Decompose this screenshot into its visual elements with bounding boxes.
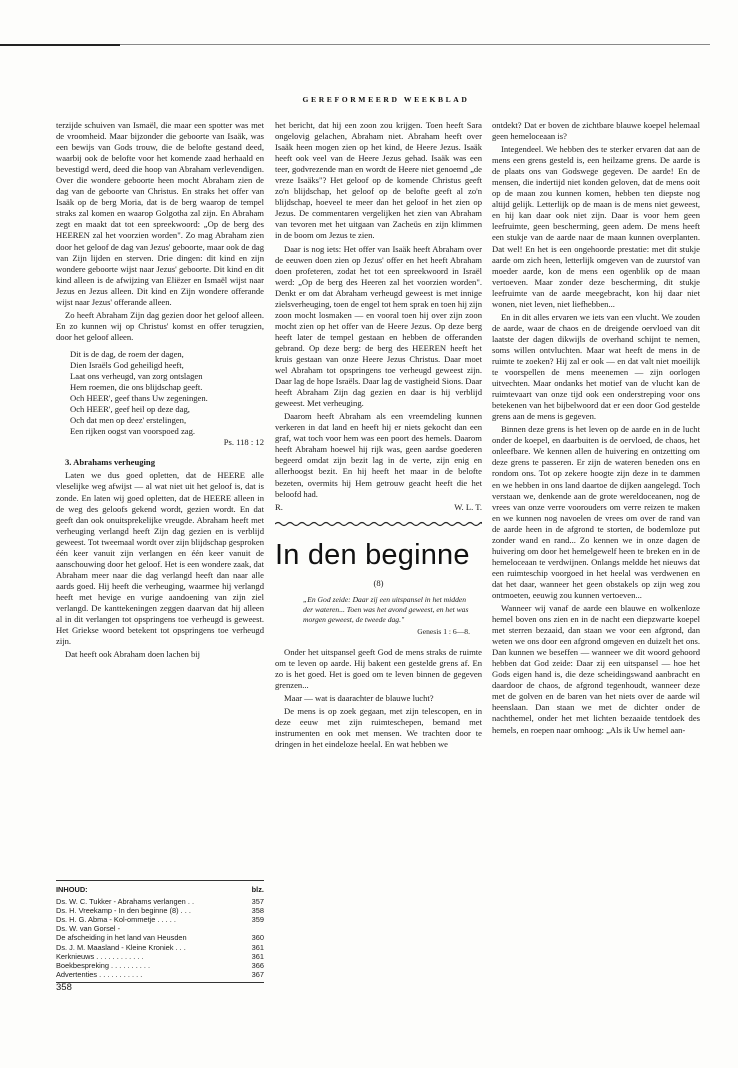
signature-left: R.: [275, 501, 283, 512]
toc-entry: [56, 970, 264, 979]
toc-entry-page: [244, 924, 264, 933]
author-initials: W. L. T.: [454, 501, 482, 512]
toc-entry-title: Advertenties . . . . . . . . . . .: [56, 969, 143, 979]
toc-entry-page: 366: [251, 960, 264, 970]
paragraph: Dat heeft ook Abraham doen lachen bij: [65, 649, 201, 660]
poem-line: Een rijken oogst van voorspoed zag.: [70, 426, 196, 437]
poem-line: Och HEER', geef thans Uw zegeningen.: [70, 393, 208, 404]
wavy-divider: [275, 521, 482, 527]
column-2: [275, 120, 482, 752]
column-1: [56, 120, 264, 662]
poem-line: Och dat men op deez' erstelingen,: [70, 415, 187, 426]
toc-entry-page: 360: [251, 933, 264, 943]
toc-page-label: blz.: [251, 885, 264, 894]
paragraph: Daar is nog iets: Het offer van Isaäk heeft Abraham over de eeuwen doen zien op Jezus' offer en het heeft Abraham doen profeteren, zodat het tot een spreekwoord in Israël werd: „Op de berg des Heeren zal het voorzien worden". Denkt er om dat Abraham verheugd geweest is met innige zielsverheuging, toen de engel tot hem sprak en toen hij zijn zoon mocht losmaken — en vooral toen hij over zijn zoon mocht zien op het offer van de Heere Jezus. Op deze berg heeft later de tempel gestaan en hebben de offeranden gebrand. Op deze berg: de berg des HEEREN heeft het kruis gestaan van onze Heere Jezus Christus. Daar moet wel Abraham tot opspringens toe verheugd geweest zijn. Daar lag de hope Israëls. Daar lag de vastigheid Sions. Daar heeft Abraham Zijn dag gezien en daar is hij verblijd geweest. Met verheuging.: [275, 243, 482, 409]
toc-entry: [56, 897, 264, 906]
toc-header: [56, 885, 264, 894]
toc-entry-title: Ds. H. Vreekamp - In den beginne (8) . . .: [56, 906, 191, 916]
paragraph: ontdekt? Dat er boven de zichtbare blauwe koepel helemaal geen hemeloceaan is?: [492, 120, 700, 142]
toc-entry-page: 357: [251, 897, 264, 907]
poem-line: Och HEER', geef heil op deze dag,: [70, 404, 190, 415]
paragraph: Integendeel. We hebben des te sterker ervaren dat aan de mens een grens gesteld is, een heilzame grens. De aarde is de plaats ons van Godswege gegeven. De aarde! En de mensen, die indertijd niet konden geloven, dat de mens ooit op de maan zou kunnen komen, hebben ten diepste nog altijd gelijk. Letterlijk op de maan is de mens niet geweest, en hij kan daar ook niet zijn. Daar is voor hem geen leefruimte, geen bescherming, geen adem. De mens heeft een stukje van de aarde naar de maan kunnen overplanten. Dat wel! En het is een ongehoorde prestatie: met dit stukje aarde om zich heen, letterlijk omgeven van de zuurstof van moeder aarde, kon de mens een ogenblik op de maan vertoeven. Maar zonder deze bescherming, dit stukje leefruimte van de aarde meegebracht, kon hij daar niet wonen, niet leven, niet liefhebben...: [492, 144, 700, 309]
signature-row: [275, 502, 482, 513]
paragraph: En in dit alles ervaren we iets van een vlucht. We zouden de aarde, waar de chaos en de dreigende oervloed van dit laatste der dagen dikwijls de overhand schijnt te nemen, soms willen ontvluchten. Maar wat heeft de mens in de ruimte te zoeken? Hij zal er ook — en dat valt niet moeilijk te voorspellen de mens meenemen — zijn oorlogen uitvechten. Maar ondanks het motief van de vlucht kan de ruimtevaart van onze tijd ook een onderstreping voor ons betekenen van het bijbelwoord dat er een door God gestelde grens aan de mens is gegeven.: [492, 311, 700, 422]
toc-entry: [56, 952, 264, 961]
bible-quote: „En God zeide: Daar zij een uitspansel in het midden der wateren... Toen was het avond geweest, en het was morgen geweest, de tweede dag.": [303, 594, 469, 624]
toc-entry-page: 361: [251, 951, 264, 961]
article-number: (8): [373, 577, 384, 588]
paragraph: Laten we dus goed opletten, dat de HEERE alle vleselijke weg afwijst — al wat niet uit het geloof is, dat is zonde. En laten wij goed opletten, dat de HEERE alleen in de weg des geloofs gekend wordt, gezien wordt. En dat geeft dan ook onuitsprekelijke vreugde. Abraham heeft met verheuging verlangd heeft Zijn dag gezien en is verblijd geweest. Tot tweemaal wordt over zijn blijdschap gesproken één keer vanuit zijn verlangen en één keer vanuit de aanschouwing door het geloof. Het is een wondere zaak, dat Abraham meer naar die dag verlangd heeft dan naar alle aards goed. Hij heeft die verheuging, waarmee hij verlangd heeft met hevige en vurige aandoening van zijn ziel verlangd. De kanttekeningen zeggen daarvan dat hij alleen al in dit verlangen tot opspringens toe verheugd is geweest. Het Griekse woord betekent tot opspringens toe verheugd zijn.: [56, 470, 264, 647]
table-of-contents: [56, 880, 264, 983]
paragraph: Maar — wat is daarachter de blauwe lucht?: [284, 692, 434, 703]
toc-entry-title: Ds. J. M. Maasland - Kleine Kroniek . . .: [56, 942, 186, 952]
toc-entry-title: De afscheiding in het land van Heusden: [56, 933, 187, 943]
toc-entry: [56, 924, 264, 933]
toc-entry-page: 358: [251, 906, 264, 916]
paragraph: Zo heeft Abraham Zijn dag gezien door het geloof alleen. En zo kunnen wij op Christus' komst en offer terugzien, door het geloof alleen.: [56, 309, 264, 342]
page-number: 358: [56, 982, 72, 993]
paragraph: terzijde schuiven van Ismaël, die maar een spotter was met de vroomheid. Maar bijzonder die geboorte van Isaäk, was een bewijs van Gods trouw, die de belofte gestand deed, waarbij ook de belofte voor het komende zaad herhaald en bevestigd werd, deed die hoop van Abraham verlevendigen. Over die wondere geboorte heen mocht Abraham zien de dag van de geboorte van Christus. En straks het offer van Isaäk op de berg Moria, dat is de berg waarop de tempel straks zal komen en waarop Golgotha zal zijn. En Abraham zegt en maakt dat tot een spreekwoord: „Op de berg des HEEREN zal het voorzien worden". Zo mag Abraham zien door het geloof de dag van Jezus' geboorte, maar ook de dag van Zijn lijden en sterven. Drie dingen: dit kind en zijn wondere geboorte wijst naar Jezus' geboorte. Dit kind en dit kind alleen is de afwijzing van Eliëzer en Ismaël wijst naar Jezus en Jezus alleen. Dit kind en Zijn wondere offerande wijst naar Jezus' offerande alleen.: [56, 120, 264, 307]
paragraph: Wanneer wij vanaf de aarde een blauwe en wolkenloze hemel boven ons zien en in de nacht een diepzwarte koepel met sterren bezaaid, dan staan we voor een afgrond, dan weten we ons door een afgrond omgeven en duizelt het ons. Dan kunnen we beseffen — wanneer we dit woord gehoord hebben dat God zeide: Daar zij een uitspansel — hoe het Gods eigen hand is, die deze scheidingswand aanbracht en daardoor de chaos, de afgrond tegenhoudt, wanneer deze met de golven en de baren van het niets over de aarde wil heenslaan. Dan staan we met de dichter onder de nachthemel, onder het met lichten bezaaide tentdoek des hemels, en roepen naar omhoog: „Als ik Uw hemel aan-: [492, 603, 700, 735]
toc-entry: [56, 943, 264, 952]
poem-line: Laat ons verheugd, van zorg ontslagen: [70, 371, 203, 382]
toc-entry: [56, 906, 264, 915]
toc-entry-page: 359: [251, 915, 264, 925]
toc-entry-page: 361: [251, 942, 264, 952]
toc-bottom-rule: [56, 982, 264, 983]
toc-entry-title: Ds. H. G. Abma - Kol-ommetje . . . . .: [56, 915, 176, 925]
toc-entry-title: Boekbespreking . . . . . . . . . .: [56, 960, 151, 970]
paragraph: De mens is op zoek gegaan, met zijn telescopen, en in deze eeuw met zijn ruimteschepen, bemand met instrumenten en ook met mensen. We trachten door te dringen in het eindeloze heelal. En wat hebben we: [275, 706, 482, 750]
toc-entry-title: Ds. W. van Gorsel -: [56, 924, 121, 934]
column-3: [492, 120, 700, 738]
toc-entry: [56, 933, 264, 942]
toc-entry: [56, 961, 264, 970]
toc-entry: [56, 915, 264, 924]
bible-reference: Genesis 1 : 6—8.: [417, 626, 470, 636]
paragraph: het bericht, dat hij een zoon zou krijgen. Toen heeft Sara ongelovig gelachen, Abraham niet. Abraham heeft over Isaäk heen mogen zien op het kind, de Heere Jezus. Isaäk heeft ook veel van de Heere Jezus gehad. Isaäk was een teer, godvrezende man en wordt de Heere niet genoemd „de vreze Isaäks"? Het geloof op de komende Christus geeft zo'n blijdschap, het geloof op de belofte geeft al zo'n blijdschap, hoeveel te meer dan het geloof in het zien op Jezus. De commentaren vergelijken het zien van Abraham van tevoren met het uitgaan van Zacheüs en zijn klimmen in de boom om Jezus te zien.: [275, 120, 482, 241]
toc-entry-title: Kerknieuws . . . . . . . . . . . .: [56, 951, 144, 961]
article-title: In den beginne: [275, 538, 470, 571]
poem-line: Dien Israëls God geheiligd heeft,: [70, 359, 184, 370]
running-head: GEREFORMEERD WEEKBLAD: [302, 95, 470, 104]
poem-line: Dit is de dag, de roem der dagen,: [70, 348, 184, 359]
toc-heading: INHOUD:: [56, 885, 88, 894]
top-rule-thick: [0, 44, 120, 46]
toc-entry-page: 367: [251, 969, 264, 979]
paragraph: Binnen deze grens is het leven op de aarde en in de lucht onder de koepel, en daarbuiten is de oervloed, de chaos, het onleefbare. We kennen allen de huivering en ontzetting om deze grens te passeren. Er zijn de wateren beneden ons en rondom ons. Tot op zekere hoogte zijn deze in te dammen en we hebben in ons land daartoe de dijken aangelegd. Toch verstaan we, denkende aan de grote wereldoceanen, nog de vrees van onze verre voorouders om verre reizen te maken en we kunnen nog navoelen de vrees om over de rand van de aarde heen in de afgrond te storten, de bodemloze put zonder wand en rand... Zo kennen we in onze dagen de huivering om door het hemelgewelf heen te breken en in de hemeloceaan te verdwijnen. Onlangs meldde het nieuws dat een ruimteschip voorgoed in het heelal was verdwenen en dat het daar, wanneer het geen obstakels op zijn weg zou ontmoeten, eeuwig zou kunnen vertoeven...: [492, 424, 700, 600]
top-rule: [120, 44, 710, 45]
toc-entry-title: Ds. W. C. Tukker - Abrahams verlangen . .: [56, 897, 195, 907]
paragraph: Daarom heeft Abraham als een vreemdeling kunnen verkeren in dat land en heeft hij er niets gekocht dan een graf, wat toch voor hem was een poort des hemels. Daarom heeft Abraham hoewel hij rijk was, geen aardse goederen begeerd omdat zijn bezit lag in de verte, zijn enig en allerhoogst bezit. En hij heeft het maar in de belofte bezeten, overmits hij Hem getrouw geacht heeft die het beloofd had.: [275, 411, 482, 499]
paragraph: Onder het uitspansel geeft God de mens straks de ruimte om te leven op aarde. Hij bakent een gestelde grens af. En zo is het goed. Het is goed om te leven binnen de gegeven grenzen...: [275, 646, 482, 690]
psalm-quote: [70, 349, 264, 448]
section-heading: 3. Abrahams verheuging: [65, 457, 156, 468]
poem-line: Hem roemen, die ons blijdschap geeft.: [70, 382, 203, 393]
poem-reference: Ps. 118 : 12: [223, 437, 264, 448]
